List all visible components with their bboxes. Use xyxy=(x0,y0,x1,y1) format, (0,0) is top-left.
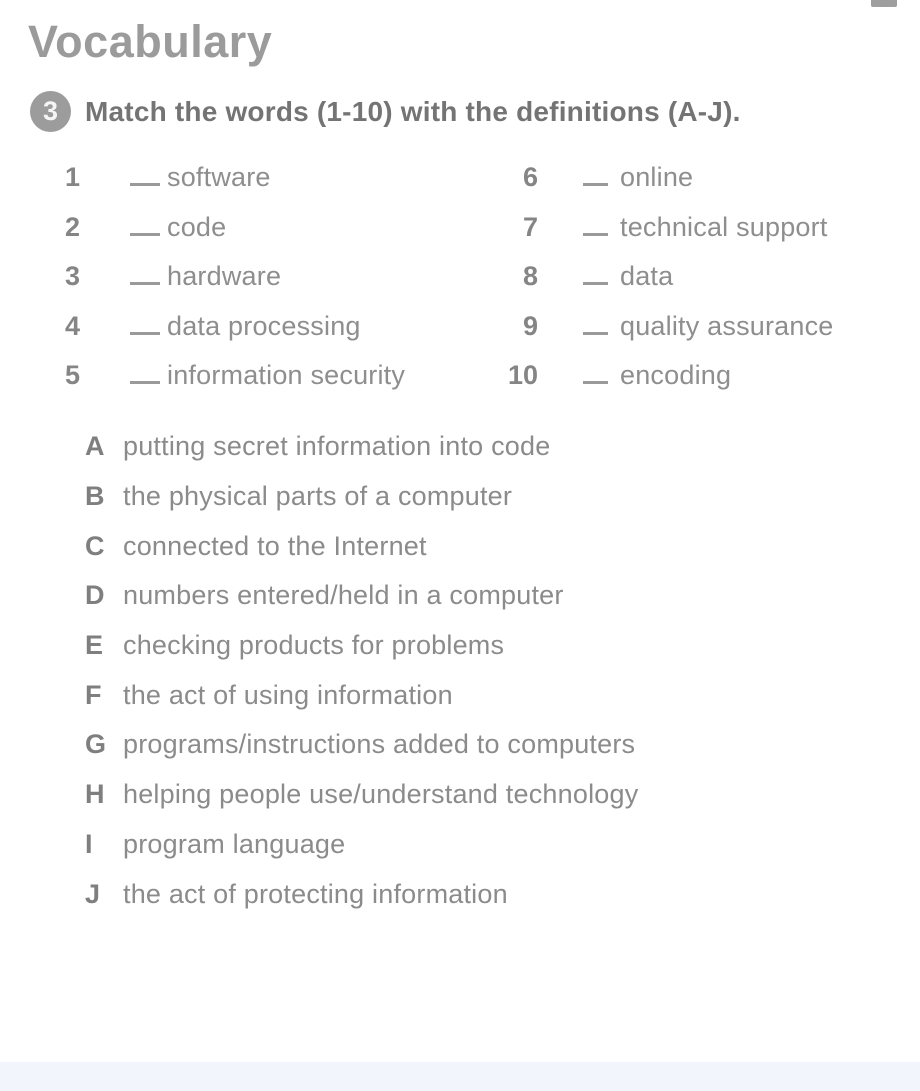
definition-text: programs/instructions added to computers xyxy=(123,729,636,760)
word-number: 3 xyxy=(64,261,80,292)
definition-item xyxy=(28,571,888,621)
definition-text: the act of protecting information xyxy=(123,878,508,909)
definition-letter: H xyxy=(85,779,105,810)
word-item xyxy=(490,302,888,352)
definition-letter: F xyxy=(85,679,102,710)
word-number: 7 xyxy=(522,211,538,242)
word-label: information security xyxy=(167,360,406,391)
definition-item xyxy=(28,472,888,522)
definition-letter: B xyxy=(85,481,105,512)
exercise-instruction: Match the words (1-10) with the definitions (A-J). xyxy=(85,95,741,127)
definition-item xyxy=(28,770,888,820)
definition-text: the act of using information xyxy=(123,679,453,710)
definition-text: the physical parts of a computer xyxy=(123,481,513,512)
definition-item xyxy=(28,720,888,770)
word-label: hardware xyxy=(167,261,282,292)
word-number: 9 xyxy=(522,310,538,341)
word-item xyxy=(490,252,888,302)
definition-letter: A xyxy=(85,431,105,462)
definition-item xyxy=(28,820,888,870)
word-number: 10 xyxy=(507,360,538,391)
definition-letter: I xyxy=(85,828,93,859)
word-number: 2 xyxy=(64,211,80,242)
answer-blank xyxy=(583,268,608,285)
answer-blank xyxy=(583,367,608,384)
word-item xyxy=(490,351,888,401)
word-label: code xyxy=(167,211,227,242)
word-item xyxy=(28,153,490,203)
word-item xyxy=(28,302,490,352)
word-list-column-right xyxy=(490,153,888,401)
definition-text: checking products for problems xyxy=(123,630,505,661)
word-list xyxy=(28,153,888,401)
word-number: 8 xyxy=(522,261,538,292)
word-label: data xyxy=(620,261,674,292)
definition-text: putting secret information into code xyxy=(123,431,551,462)
definition-letter: J xyxy=(85,878,101,909)
word-list-column-left xyxy=(28,153,490,401)
exercise-header xyxy=(30,91,741,132)
word-number: 1 xyxy=(64,162,80,193)
definition-letter: G xyxy=(85,729,107,760)
definition-item xyxy=(28,422,888,472)
word-label: software xyxy=(167,162,271,193)
definition-item xyxy=(28,869,888,919)
definition-item xyxy=(28,521,888,571)
bottom-band xyxy=(0,1062,920,1091)
exercise-number-badge: 3 xyxy=(30,91,71,132)
definition-item xyxy=(28,670,888,720)
answer-blank xyxy=(583,219,608,236)
definition-list xyxy=(28,422,888,919)
definition-text: connected to the Internet xyxy=(123,530,427,561)
word-label: data processing xyxy=(167,310,361,341)
page-title: Vocabulary xyxy=(28,16,273,67)
word-number: 6 xyxy=(522,162,538,193)
word-number: 5 xyxy=(64,360,80,391)
word-item xyxy=(490,203,888,253)
answer-blank xyxy=(130,268,160,285)
word-label: technical support xyxy=(620,211,828,242)
definition-letter: E xyxy=(85,630,104,661)
definition-letter: C xyxy=(85,530,105,561)
answer-blank xyxy=(583,318,608,335)
word-label: encoding xyxy=(620,360,732,391)
page-edge-mark xyxy=(871,0,897,7)
answer-blank xyxy=(130,367,160,384)
answer-blank xyxy=(130,318,160,335)
word-item xyxy=(28,351,490,401)
word-item xyxy=(28,252,490,302)
answer-blank xyxy=(130,219,160,236)
definition-text: helping people use/understand technology xyxy=(123,779,639,810)
word-label: online xyxy=(620,162,694,193)
definition-text: program language xyxy=(123,828,346,859)
word-number: 4 xyxy=(64,310,80,341)
word-item xyxy=(490,153,888,203)
answer-blank xyxy=(583,169,608,186)
definition-letter: D xyxy=(85,580,105,611)
definition-item xyxy=(28,621,888,671)
word-item xyxy=(28,203,490,253)
word-label: quality assurance xyxy=(620,310,834,341)
answer-blank xyxy=(130,169,160,186)
definition-text: numbers entered/held in a computer xyxy=(123,580,564,611)
